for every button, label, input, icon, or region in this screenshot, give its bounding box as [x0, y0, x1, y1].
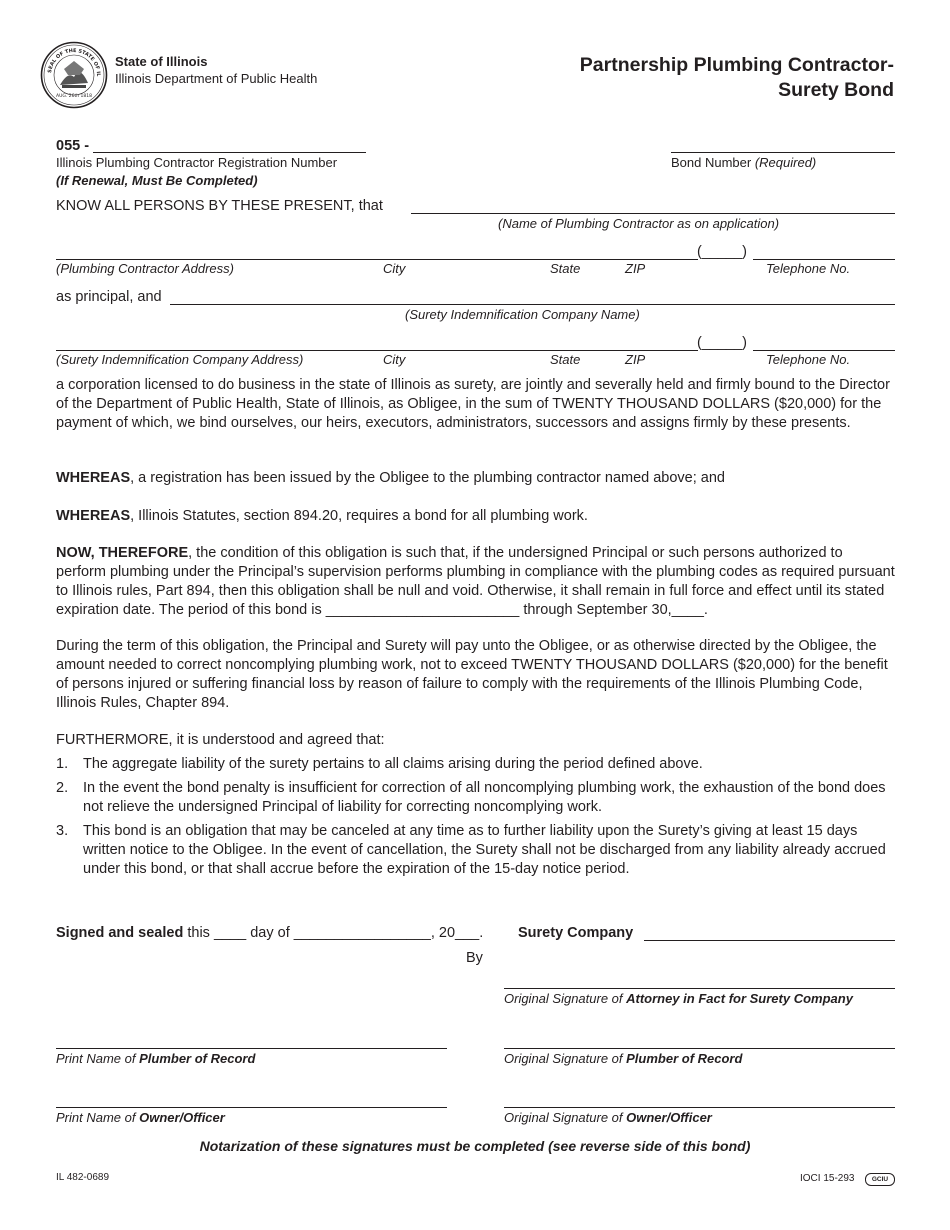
svg-text:AUG. 26th 1818: AUG. 26th 1818 — [56, 94, 92, 99]
contractor-phone-field[interactable] — [753, 259, 895, 260]
owner-signature-caption — [504, 1110, 712, 1126]
form-title-line2: Surety Bond — [778, 79, 894, 101]
during-paragraph: During the term of this obligation, the Principal and Surety will pay unto the Obligee, or as otherwise directed by the Obligee, the amount needed to correct noncomplying plumbing work, not to exceed TWENTY THOUSAND DOLLARS ($20,000) for the benefit of persons injured or suffering financial loss by reason of failure to comply with the requirements of the Illinois Plumbing Code, Illinois Rules, Chapter 894. — [56, 638, 888, 711]
caption-role: Plumber of Record — [626, 1051, 743, 1066]
caption-prefix: Print Name of — [56, 1051, 140, 1066]
by-label: By — [466, 950, 483, 966]
furthermore-text: FURTHERMORE, it is understood and agreed that: — [56, 732, 385, 748]
notarization-notice: Notarization of these signatures must be completed (see reverse side of this bond) — [199, 1138, 751, 1154]
signed-sealed-text: this ____ day of _________________, 20___. — [183, 925, 484, 941]
department-name: Illinois Department of Public Health — [115, 71, 318, 86]
bond-required-text: (Required) — [754, 155, 817, 170]
registration-number-field[interactable] — [93, 152, 366, 153]
corporation-paragraph: a corporation licensed to do business in the state of Illinois as surety, are jointly and severally held and firmly bound to the Director of the Department of Public Health, State of Illinois, as Obligee, in the sum of TWENTY THOUSAND DOLLARS ($20,000) for the payment of which, we bind ourselves, our heirs, executors, administrators, successors and assigns firmly by these presents. — [56, 377, 890, 431]
surety-address-caption: (Surety Indemnification Company Address) — [56, 352, 304, 367]
surety-name-field[interactable] — [170, 304, 895, 305]
registration-prefix: 055 - — [56, 138, 90, 154]
state-name: State of Illinois — [115, 54, 208, 69]
know-all-text: KNOW ALL PERSONS BY THESE PRESENT, that — [56, 198, 383, 214]
contractor-area-code[interactable]: (_____) — [697, 244, 747, 260]
ioci-code: IOCI 15-293 — [800, 1173, 855, 1184]
surety-address-field[interactable] — [56, 350, 698, 351]
list-item-text: The aggregate liability of the surety pertains to all claims arising during the period defined above. — [83, 756, 703, 772]
caption-prefix: Original Signature of — [504, 991, 627, 1006]
whereas-paragraph-2 — [56, 507, 896, 526]
plumber-signature-caption — [504, 1051, 742, 1067]
whereas-paragraph-1 — [56, 469, 896, 488]
caption-role: Owner/Officer — [626, 1110, 712, 1125]
bond-number-text: Bond Number — [671, 155, 752, 170]
contractor-address-field[interactable] — [56, 259, 698, 260]
whereas-text-1: , a registration has been issued by the Obligee to the plumbing contractor named above; and — [130, 470, 726, 486]
zip-caption: ZIP — [625, 261, 646, 276]
caption-role: Attorney in Fact for Surety Company — [626, 991, 853, 1006]
owner-print-name-field[interactable] — [56, 1107, 447, 1108]
bond-number-label — [671, 155, 816, 171]
caption-prefix: Original Signature of — [504, 1110, 627, 1125]
caption-role: Owner/Officer — [139, 1110, 225, 1125]
caption-role: Plumber of Record — [139, 1051, 256, 1066]
now-therefore-text: , the condition of this obligation is such that, if the undersigned Principal or such persons authorized to perform plumbing under the Principal’s supervision performs plumbing in compliance with the plumbing codes as required pursuant to Illinois rules, Part 894, then this obligation shall be null and void. Otherwise, it shall remain in full force and effect until its stated expiration date. The period of this bond is ________________________ through September 30,____. — [56, 545, 895, 618]
contractor-name-caption: (Name of Plumbing Contractor as on application) — [498, 216, 780, 231]
state-caption: State — [550, 261, 581, 276]
caption-prefix: Original Signature of — [504, 1051, 627, 1066]
whereas-label: WHEREAS — [56, 508, 131, 524]
contractor-address-caption: (Plumbing Contractor Address) — [56, 261, 234, 276]
telephone-caption: Telephone No. — [766, 352, 851, 367]
surety-name-caption: (Surety Indemnification Company Name) — [405, 307, 640, 322]
form-title-line1: Partnership Plumbing Contractor- — [579, 54, 894, 76]
contractor-name-field[interactable] — [411, 213, 895, 214]
bond-number-field[interactable] — [671, 152, 895, 153]
form-id: IL 482-0689 — [56, 1172, 110, 1183]
union-bug-icon: GCIU — [865, 1173, 895, 1186]
signed-sealed-label: Signed and sealed — [56, 925, 184, 941]
attorney-signature-field[interactable] — [504, 988, 895, 989]
surety-phone-field[interactable] — [753, 350, 895, 351]
registration-number-label: Illinois Plumbing Contractor Registration Number — [56, 155, 338, 170]
list-item-number: 2. — [56, 780, 69, 796]
renewal-note: (If Renewal, Must Be Completed) — [56, 173, 258, 188]
form-title — [580, 53, 894, 103]
attorney-signature-caption — [504, 991, 853, 1007]
list-item-number: 3. — [56, 823, 69, 839]
owner-print-name-caption — [56, 1110, 225, 1126]
caption-prefix: Print Name of — [56, 1110, 140, 1125]
surety-company-field[interactable] — [644, 940, 895, 941]
owner-signature-field[interactable] — [504, 1107, 895, 1108]
surety-company-label: Surety Company — [518, 925, 634, 941]
plumber-print-name-caption — [56, 1051, 255, 1067]
city-caption: City — [383, 352, 406, 367]
city-caption: City — [383, 261, 406, 276]
telephone-caption: Telephone No. — [766, 261, 851, 276]
whereas-text-2: , Illinois Statutes, section 894.20, requires a bond for all plumbing work. — [130, 508, 588, 524]
state-seal — [40, 41, 108, 109]
zip-caption: ZIP — [625, 352, 646, 367]
surety-area-code[interactable]: (_____) — [697, 335, 747, 351]
now-therefore-label: NOW, THEREFORE — [56, 545, 189, 561]
list-item-text: This bond is an obligation that may be canceled at any time as to further liability upon the Surety’s giving at least 15 days written notice to the Obligee. In the event of cancellation, the Surety shall not be discharged from any liability already accrued under this bond, or that shall accrue before the expiration of the 15-day notice period. — [83, 823, 886, 877]
whereas-label: WHEREAS — [56, 470, 131, 486]
plumber-print-name-field[interactable] — [56, 1048, 447, 1049]
as-principal-text: as principal, and — [56, 289, 162, 305]
signed-sealed-line — [56, 924, 483, 943]
now-therefore-paragraph — [56, 544, 896, 620]
state-caption: State — [550, 352, 581, 367]
plumber-signature-field[interactable] — [504, 1048, 895, 1049]
svg-text:SEAL OF THE STATE OF ILLINOIS: SEAL OF THE STATE OF IL — [47, 47, 102, 77]
list-item-text: In the event the bond penalty is insufficient for correction of all noncomplying plumbing work, the exhaustion of the bond does not relieve the undersigned Principal of liability for correcting noncomplying work. — [83, 780, 886, 815]
list-item-number: 1. — [56, 756, 69, 772]
